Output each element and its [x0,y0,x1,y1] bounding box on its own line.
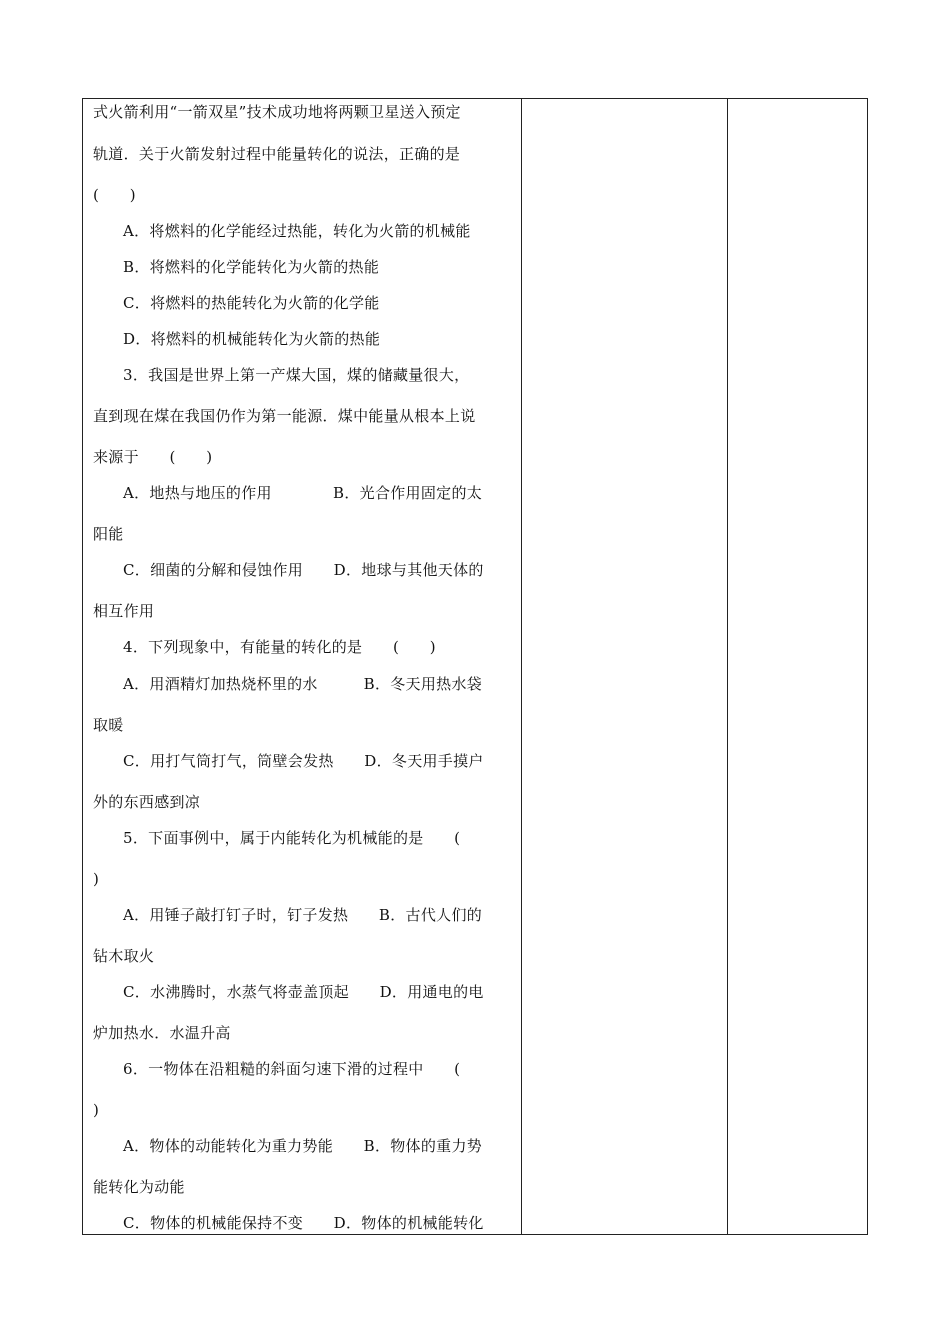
text-line: C．将燃料的热能转化为火箭的化学能 [123,294,380,312]
text-line: ) [93,1101,100,1119]
question-column [83,99,521,1234]
text-line: A．将燃料的化学能经过热能，转化为火箭的机械能 [123,222,471,240]
text-line: 外的东西感到凉 [93,793,201,811]
text-line: 4．下列现象中，有能量的转化的是 ( ) [123,638,436,656]
text-line: 阳能 [93,525,124,543]
text-line: ( ) [93,186,136,204]
text-line: C．水沸腾时，水蒸气将壶盖顶起 D．用通电的电 [123,983,484,1001]
text-line: 5．下面事例中，属于内能转化为机械能的是 ( [123,829,461,847]
text-line: C．用打气筒打气，筒壁会发热 D．冬天用手摸户 [123,752,484,770]
text-line: A．用酒精灯加热烧杯里的水 B．冬天用热水袋 [123,675,483,693]
text-line: A．地热与地压的作用 B．光合作用固定的太 [123,484,483,502]
text-line: C．物体的机械能保持不变 D．物体的机械能转化 [123,1214,484,1232]
text-line: A．物体的动能转化为重力势能 B．物体的重力势 [123,1137,483,1155]
notes-column [522,99,727,1234]
text-line: 钻木取火 [93,947,155,965]
text-line: 来源于 ( ) [93,448,213,466]
text-line: D．将燃料的机械能转化为火箭的热能 [123,330,381,348]
text-line: 直到现在煤在我国仍作为第一能源．煤中能量从根本上说 [93,407,476,425]
text-line: C．细菌的分解和侵蚀作用 D．地球与其他天体的 [123,561,484,579]
text-line: 相互作用 [93,602,155,620]
text-line: 6．一物体在沿粗糙的斜面匀速下滑的过程中 ( [123,1060,461,1078]
remarks-column [728,99,867,1234]
text-line: 炉加热水．水温升高 [93,1024,231,1042]
text-line: 式火箭利用“一箭双星”技术成功地将两颗卫星送入预定 [93,103,461,121]
worksheet-table [82,98,868,1235]
text-line: A．用锤子敲打钉子时，钉子发热 B．古代人们的 [123,906,483,924]
text-line: 取暖 [93,716,124,734]
text-line: B．将燃料的化学能转化为火箭的热能 [123,258,380,276]
text-line: 3．我国是世界上第一产煤大国，煤的储藏量很大， [123,366,470,384]
text-line: 轨道．关于火箭发射过程中能量转化的说法，正确的是 [93,145,461,163]
text-line: ) [93,870,100,888]
text-line: 能转化为动能 [93,1178,185,1196]
